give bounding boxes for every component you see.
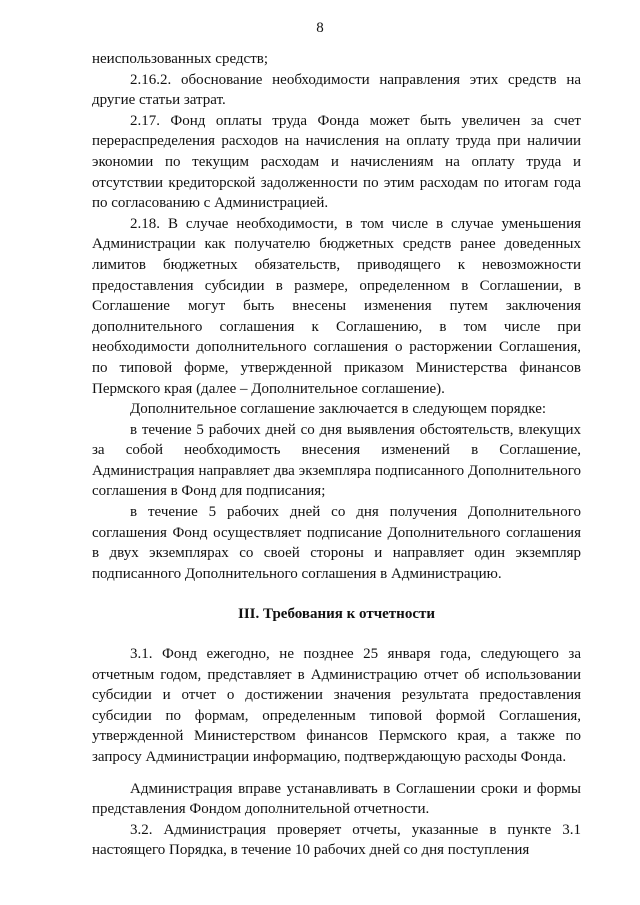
document-body (92, 49, 581, 861)
paragraph: Администрация вправе устанавливать в Соглашении сроки и формы представления Фондом дополнительной отчетности. (92, 780, 581, 818)
paragraph: Дополнительное соглашение заключается в следующем порядке: (130, 401, 547, 418)
paragraph: 3.2. Администрация проверяет отчеты, указанные в пункте 3.1 настоящего Порядка, в течение 10 рабочих дней со дня поступления (92, 821, 581, 859)
paragraph: в течение 5 рабочих дней со дня получения Дополнительного соглашения Фонд осуществляет подписание Дополнительного соглашения в двух экземплярах со своей стороны и направляет один экземпляр подписанного Дополнительного соглашения в Администрацию. (92, 504, 581, 582)
section-title: III. Требования к отчетности (238, 606, 435, 623)
paragraph: неиспользованных средств; (92, 51, 269, 67)
paragraph: 2.17. Фонд оплаты труда Фонда может быть увеличен за счет перераспределения расходов на начисления на оплату труда при наличии экономии по текущим расходам и начислениям на оплату труда и отсутствии кредиторской задолженности по этим расходам по итогам года по согласованию с Администрацией. (92, 112, 581, 212)
paragraph: 2.16.2. обоснование необходимости направления этих средств на другие статьи затрат. (92, 71, 581, 109)
paragraph: 2.18. В случае необходимости, в том числе в случае уменьшения Администрации как получателю бюджетных средств ранее доведенных лимитов бюджетных обязательств, приводящего к невозможности предоставления субсидии в размере, определенном в Соглашении, в Соглашение могут быть внесены изменения путем заключения дополнительного соглашения к Соглашению, в том числе при необходимости дополнительного соглашения о расторжении Соглашения, по типовой форме, утвержденной приказом Министерства финансов Пермского края (далее – Дополнительное соглашение). (92, 215, 581, 397)
paragraph: 3.1. Фонд ежегодно, не позднее 25 января года, следующего за отчетным годом, представляет в Администрацию отчет об использовании субсидии и отчет о достижении значения результата предоставления субсидии по формам, определенным типовой формой Соглашения, утвержденной Министерством финансов Пермского края, а также по запросу Администрации информацию, подтверждающую расходы Фонда. (92, 646, 581, 765)
paragraph: в течение 5 рабочих дней со дня выявления обстоятельств, влекущих за собой необходимость внесения изменений в Соглашение, Администрация направляет два экземпляра подписанного Дополнительного соглашения в Фонд для подписания; (92, 421, 581, 500)
page-number: 8 (316, 20, 324, 36)
